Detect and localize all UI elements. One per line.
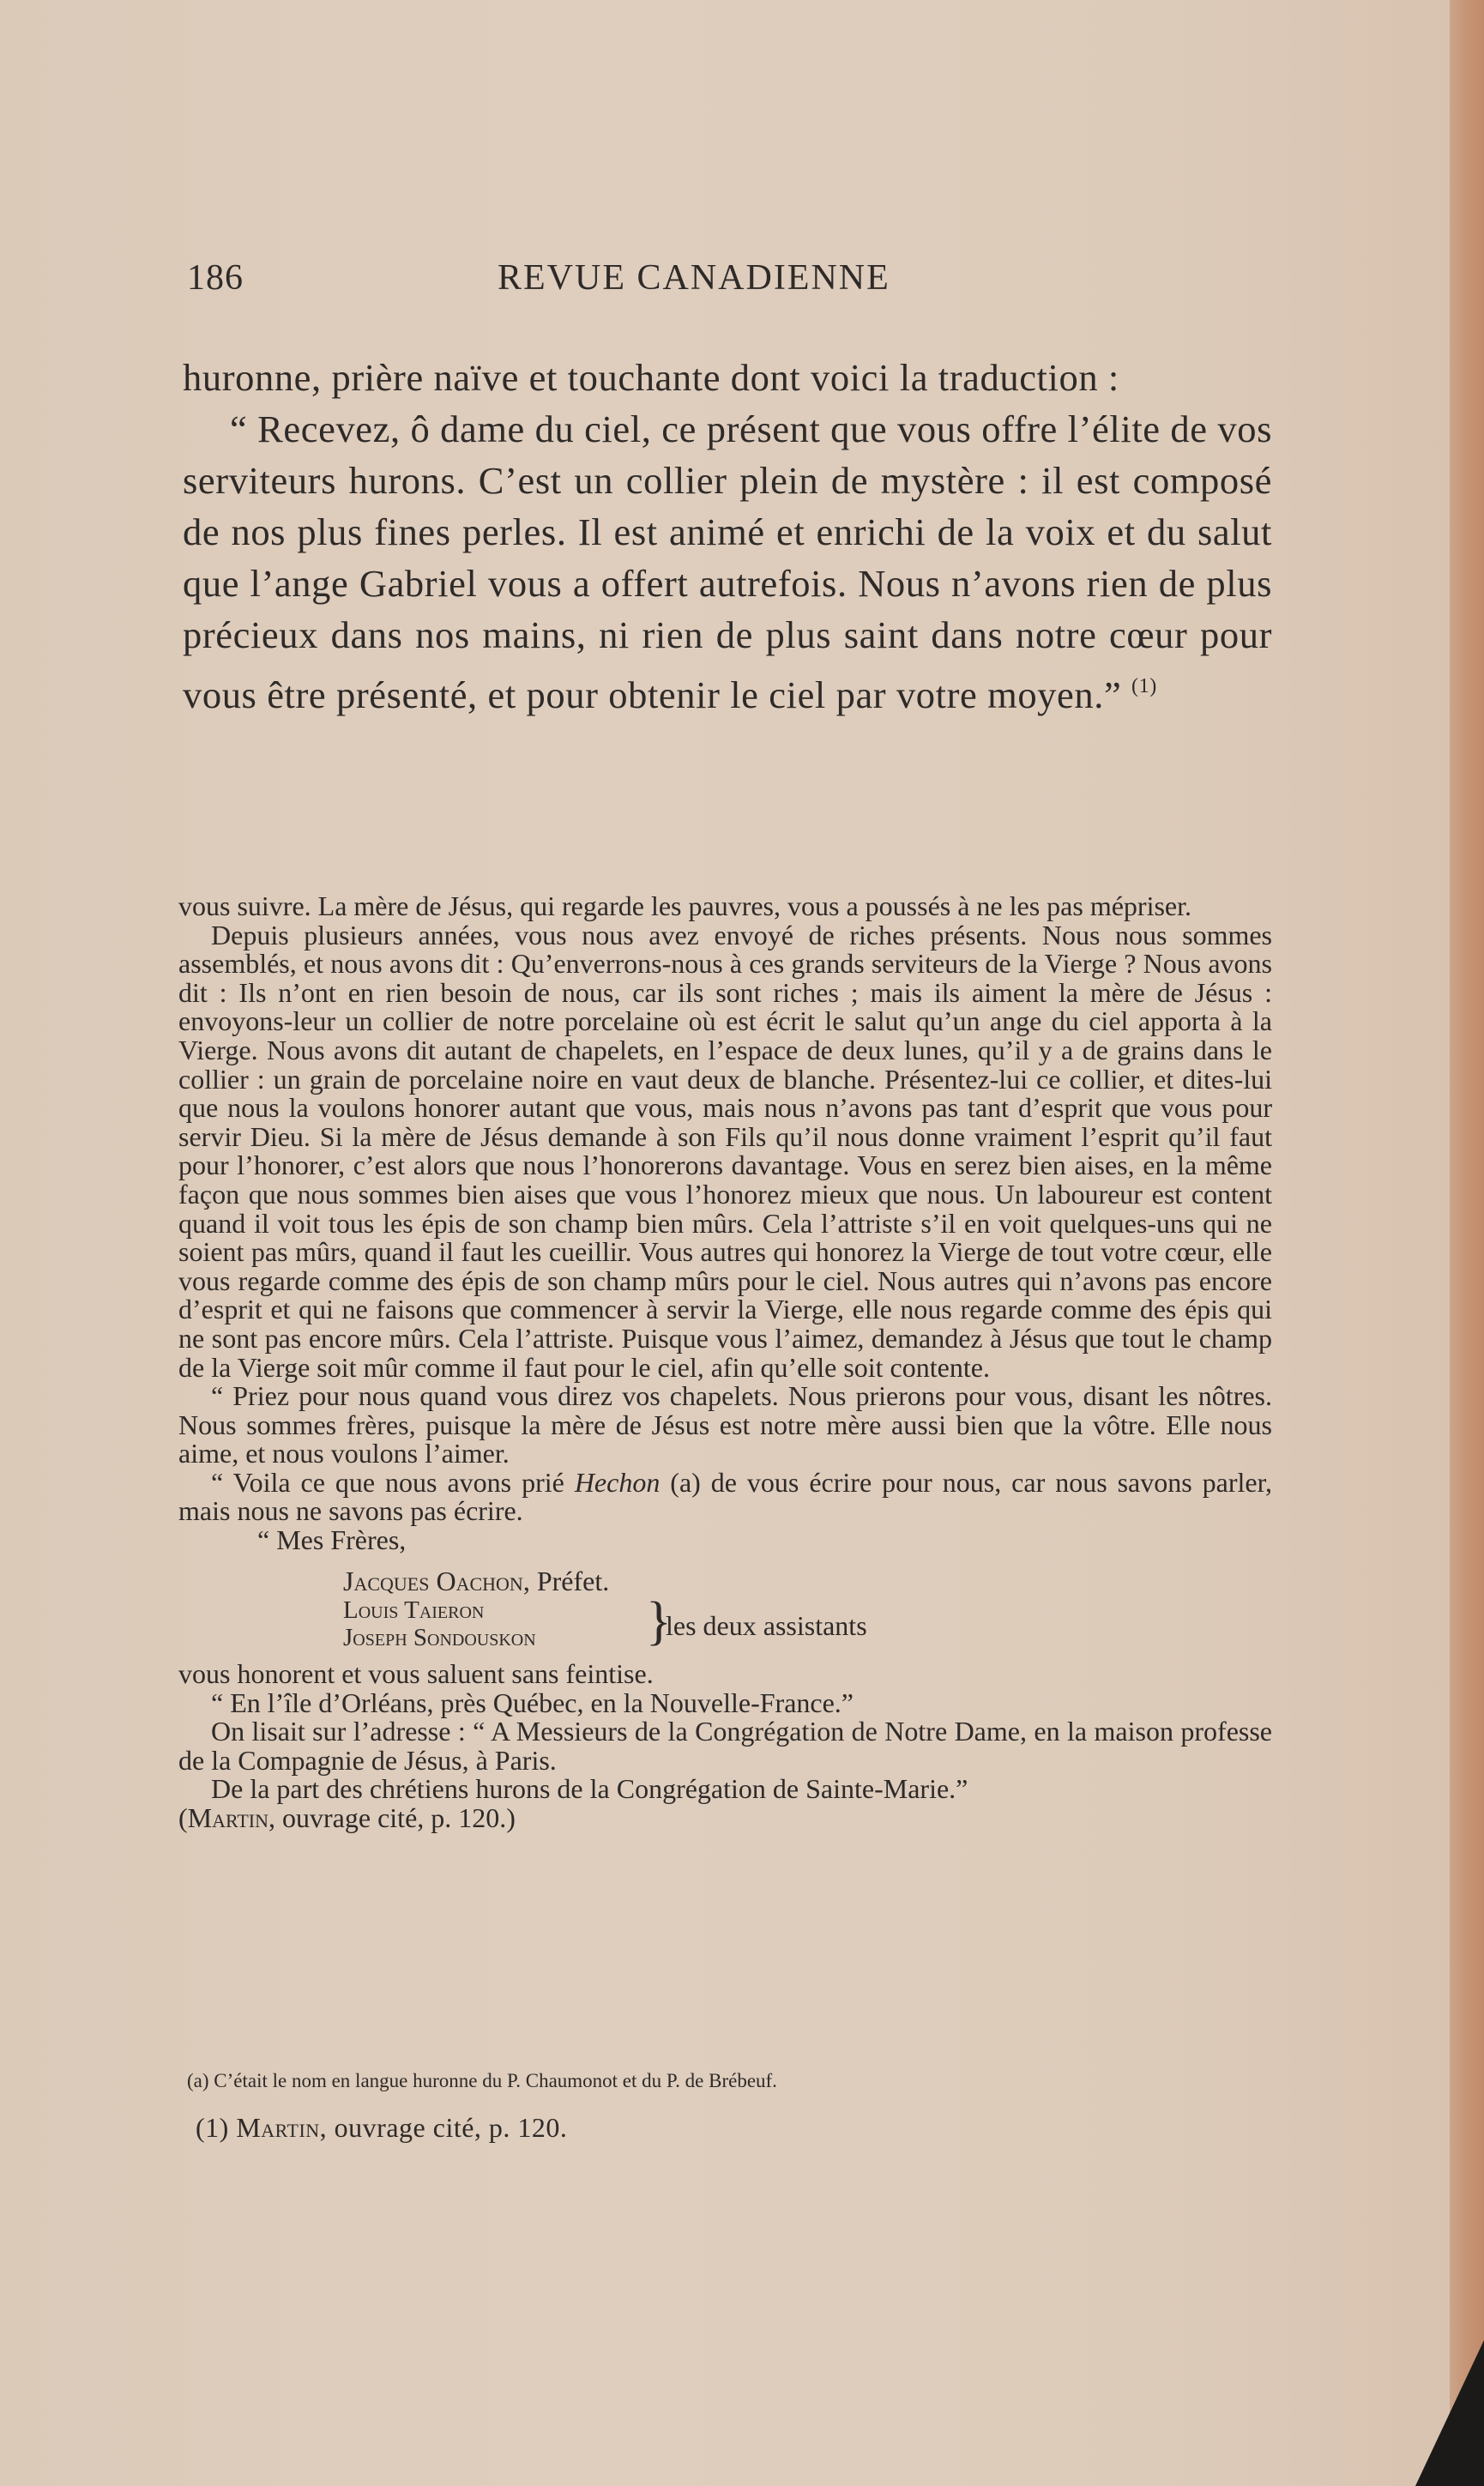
- assistant-name: Louis Taieron: [343, 1596, 485, 1625]
- prefect-signature: [343, 1567, 609, 1596]
- note-a: (a) C’était le nom en langue huronne du P. Chaumonot et du P. de Brébeuf.: [187, 2070, 777, 2091]
- footnote-author: Martin: [236, 2112, 320, 2143]
- paragraph-prayer: [183, 403, 1272, 721]
- citation-open: (: [178, 1802, 188, 1834]
- quote-paragraph: Depuis plusieurs années, vous nous avez envoyé de riches présents. Nous nous sommes assemblés, et nous avons dit : Qu’enverrons-nous à ces grands serviteurs de la Vierge ? Nous avons dit : Ils n’ont en rien besoin de nous, car ils sont riches ; mais ils aiment la mère de Jésus : envoyons-leur un collier de notre porcelaine où est écrit le salut qu’un ange du ciel apporta à la Vierge. Nous avons dit autant de chapelets, en l’espace de deux lunes, qu’il y a de grains dans le collier : un grain de porcelaine noire en vaut deux de blanche. Présentez-lui ce collier, et dites-lui que nous la voulons honorer autant que vous, mais nous n’avons pas tant d’esprit que vous pour servir Dieu. Si la mère de Jésus demande à son Fils qu’il nous donne vraiment l’esprit qu’il faut pour l’honorer, c’est alors que nous l’honorerons davantage. Vous en serez bien aises, en la même façon que nous sommes bien aises que vous l’honorez mieux que nous. Un laboureur est content quand il voit tous les épis de son champ bien mûrs. Cela l’attriste s’il en voit quelques-uns qui ne soient pas mûrs, quand il faut les cueillir. Vous autres qui honorez la Vierge de tout votre cœur, elle vous regarde comme des épis de son champ mûrs pour le ciel. Nous autres qui n’avons pas encore d’esprit et qui ne faisons que commencer à servir la Vierge, elle nous regarde comme des épis qui ne sont pas encore mûrs. Cela l’attriste. Puisque vous l’aimez, demandez à Jésus que tout le champ de la Vierge soit mûr comme il faut pour le ciel, afin qu’elle soit contente.: [178, 919, 1272, 1383]
- paragraph-intro: huronne, prière naïve et touchante dont voici la traduction :: [183, 356, 1119, 399]
- assistants-label: les deux assistants: [666, 1610, 867, 1642]
- footnote-marker: (1): [196, 2112, 237, 2143]
- brace-symbol: }: [646, 1592, 672, 1651]
- page-edge: [1450, 0, 1484, 2486]
- prefect-first-name: Jacques: [343, 1566, 430, 1597]
- assistant-name: Joseph Sondouskon: [343, 1624, 536, 1652]
- quote-paragraph: vous honorent et vous saluent sans feintise.: [178, 1658, 654, 1690]
- prefect-title: , Préfet.: [522, 1566, 610, 1597]
- citation-rest: , ouvrage cité, p. 120.): [268, 1802, 516, 1834]
- quote-text: “ Voila ce que nous avons prié: [211, 1466, 575, 1498]
- prayer-text: “ Recevez, ô dame du ciel, ce présent que vous offre l’élite de vos serviteurs hurons. C’est un collier plein de mystère : il est composé de nos plus fines perles. Il est animé et enrichi de la voix et du salut que l’ange Gabriel vous a offert autrefois. Nous n’avons rien de plus précieux dans nos mains, ni rien de plus saint dans notre cœur pour vous être présenté, et pour obtenir le ciel par votre moyen.”: [183, 407, 1272, 716]
- footnote-reference: (1): [1131, 675, 1157, 697]
- quote-paragraph: “ En l’île d’Orléans, près Québec, en la Nouvelle-France.”: [211, 1686, 854, 1718]
- citation-author: Martin: [187, 1802, 269, 1834]
- citation: [178, 1804, 1272, 1833]
- main-text: [183, 352, 1272, 721]
- letter-quote: [178, 892, 1272, 1833]
- quote-paragraph: De la part des chrétiens hurons de la Congrégation de Sainte-Marie.”: [211, 1773, 968, 1805]
- greeting: “ Mes Frères,: [257, 1524, 407, 1556]
- running-title: REVUE CANADIENNE: [498, 258, 890, 298]
- prefect-last-name: Oachon: [436, 1566, 523, 1597]
- page-number: 186: [187, 258, 244, 298]
- quote-paragraph: [178, 1466, 1273, 1527]
- page-header: [187, 257, 976, 305]
- quote-paragraph: “ Priez pour nous quand vous direz vos chapelets. Nous prierons pour vous, disant les nôtres. Nous sommes frères, puisque la mère de Jésus est notre mère aussi bien que la vôtre. Elle nous aime, et nous voulons l’aimer.: [178, 1380, 1272, 1469]
- footnote-rest: , ouvrage cité, p. 120.: [319, 2112, 568, 2143]
- quote-paragraph: On lisait sur l’adresse : “ A Messieurs de la Congrégation de Notre Dame, en la maison professe de la Compagnie de Jésus, à Paris.: [178, 1716, 1272, 1776]
- footnote: [196, 2110, 567, 2145]
- hechon-name: Hechon: [574, 1466, 661, 1498]
- quote-text: (a) de vous écrire pour nous, car nous savons parler, mais nous ne savons pas écrire.: [178, 1466, 1273, 1527]
- signature-block: [178, 1526, 1272, 1660]
- page-corner-shadow: [1415, 2340, 1484, 2486]
- quote-paragraph: vous suivre. La mère de Jésus, qui regarde les pauvres, vous a poussés à ne les pas mépriser.: [178, 890, 1192, 921]
